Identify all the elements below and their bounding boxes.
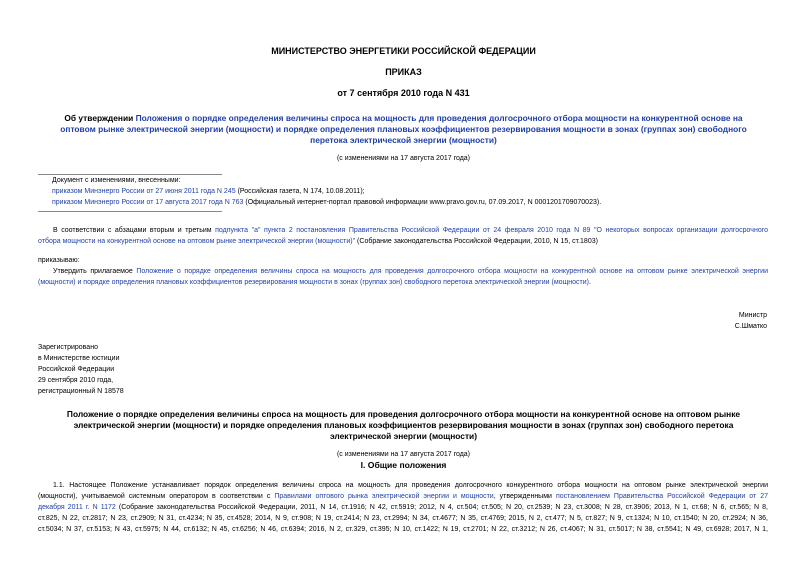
order-link-2[interactable]: (мощности) и порядке определения плановых коэффициентов резервирования мощности в зонах (группах зон) свободного перетока электрической энергии (мощности) xyxy=(38,279,589,286)
registration-line-2: в Министерстве юстиции xyxy=(38,355,120,362)
paragraph-1-1-line-4: ст.825, N 22, ст.2817; N 23, ст.2909; N 31, ст.4234; N 35, ст.4528; 2014, N 9, ст.908; N 19, ст.2414; N 23, ст.2994; N 34, ст.4677; N 35, ст.4769; 2015, N 2, ст.477; N 5, ст.827; N 9, ст.1324; N 10, ст.1540; N 20, ст.2924; N 36, xyxy=(38,515,768,522)
regulation-revision-note: (с изменениями на 17 августа 2017 года) xyxy=(336,451,471,458)
preamble-link-2[interactable]: отбора мощности на конкурентной основе на оптовом рынке электрической энергии (мощности)" xyxy=(38,238,356,245)
regulation-title-line-3: электрической энергии (мощности) xyxy=(330,431,477,441)
government-decree-link-cont[interactable]: декабря 2011 г. N 1172 xyxy=(38,504,116,511)
order-paragraph xyxy=(38,266,768,288)
paragraph-1-1-line-5: ст.5034; N 37, ст.5153; N 43, ст.5975; N 44, ст.6132; N 45, ст.6256; N 46, ст.6394; 2016, N 2, ст.329, ст.395; N 10, ст.1422; N 19, ст.2701; N 22, ст.3212; N 26, ст.4067; N 31, ст.5017; N 38, ст.5541; N 49, ст.6928; 2017, N 1, xyxy=(38,526,768,533)
government-decree-link[interactable]: постановлением Правительства Российской Федерации от 27 xyxy=(555,493,768,500)
subject-link-line3[interactable]: перетока электрической энергии (мощности) xyxy=(310,135,497,145)
signature-name: С.Шматко xyxy=(734,323,767,330)
signature-title: Министр xyxy=(738,312,767,319)
market-rules-link[interactable]: Правилами оптового рынка электрической энергии и мощности xyxy=(274,493,494,500)
amendment-item-1 xyxy=(52,187,365,196)
order-line-2: (мощности) и порядке определения плановых коэффициентов резервирования мощности в зонах (группах зон) свободного перетока электрической энергии (мощности). xyxy=(38,279,591,286)
divider-top xyxy=(38,174,222,175)
preamble-paragraph xyxy=(38,225,768,247)
paragraph-1-1-line-2: (мощности), учитываемой системным оператором в соответствии с Правилами оптового рынка электрической энергии и мощности, утвержденными постановлением Правительства Российской Федерации от 27 xyxy=(38,493,768,500)
regulation-title xyxy=(0,409,807,442)
subject-prefix: Об утверждении xyxy=(64,113,136,123)
registration-line-1: Зарегистрировано xyxy=(38,344,98,351)
amendment-source-2: (Официальный интернет-портал правовой информации www.pravo.gov.ru, 07.09.2017, N 0001201709070023). xyxy=(243,199,602,206)
document-subject xyxy=(0,113,807,146)
registration-line-3: Российской Федерации xyxy=(38,366,115,373)
subject-link-line1[interactable]: Положения о порядке определения величины спроса на мощность для проведения долгосрочного отбора мощности на конкурентной основе на xyxy=(135,113,743,123)
regulation-title-line-2: электрической энергии (мощности) и порядке определения плановых коэффициентов резервирования мощности в зонах (группах зон) свободного перетока xyxy=(73,420,734,430)
subject-link-line2[interactable]: оптовом рынке электрической энергии (мощности) и порядке определения плановых коэффициентов резервирования мощности в зонах (группах зон) свободного xyxy=(60,124,747,134)
order-line-1: Утвердить прилагаемое Положение о порядке определения величины спроса на мощность для проведения долгосрочного отбора мощности на конкурентной основе на оптовом рынке электрической энергии xyxy=(53,268,768,275)
order-link-1[interactable]: Положение о порядке определения величины спроса на мощность для проведения долгосрочного отбора мощности на конкурентной основе на оптовом рынке электрической энергии xyxy=(136,268,768,275)
registration-line-4: 29 сентября 2010 года, xyxy=(38,377,114,384)
amendments-intro: Документ с изменениями, внесенными: xyxy=(52,177,181,184)
paragraph-1-1 xyxy=(38,480,768,535)
document-type: ПРИКАЗ xyxy=(385,67,422,77)
paragraph-1-1-line-1: 1.1. Настоящее Положение устанавливает порядок определения величины спроса на мощность для проведения долгосрочного конкурентного отбора мощности на оптовом рынке электрической энергии xyxy=(53,482,768,489)
divider-bottom xyxy=(38,211,222,212)
amendment-link-1[interactable]: приказом Минэнерго России от 27 июня 2011 года N 245 xyxy=(52,188,236,195)
section-title: I. Общие положения xyxy=(360,460,447,470)
ministry-name: МИНИСТЕРСТВО ЭНЕРГЕТИКИ РОССИЙСКОЙ ФЕДЕРАЦИИ xyxy=(271,46,536,56)
revision-note: (с изменениями на 17 августа 2017 года) xyxy=(336,155,471,162)
amendment-link-2[interactable]: приказом Минэнерго России от 17 августа 2017 года N 763 xyxy=(52,199,244,206)
paragraph-1-1-line-3: декабря 2011 г. N 1172 (Собрание законодательства Российской Федерации, 2011, N 14, ст.1916; N 42, ст.5919; 2012, N 4, ст.504; ст.505; N 20, ст.2539; N 23, ст.3008; N 28, ст.3906; 2013, N 1, ст.68; N 6, ст.565; N 8, xyxy=(38,504,768,511)
registration-line-5: регистрационный N 18578 xyxy=(38,388,124,395)
document-date: от 7 сентября 2010 года N 431 xyxy=(337,88,470,98)
preamble-link-1[interactable]: подпункта "а" пункта 2 постановления Правительства Российской Федерации от 24 февраля 2010 года N 89 "О некоторых вопросах организации долгосрочного xyxy=(215,227,768,234)
amendment-item-2 xyxy=(52,198,601,207)
preamble-line-1: В соответствии с абзацами вторым и третьим подпункта "а" пункта 2 постановления Правительства Российской Федерации от 24 февраля 2010 года N 89 "О некоторых вопросах организации долгосрочного xyxy=(53,227,768,234)
amendment-source-1: (Российская газета, N 174, 10.08.2011); xyxy=(235,188,365,195)
preamble-line-2: отбора мощности на конкурентной основе на оптовом рынке электрической энергии (мощности)" (Собрание законодательства Российской Федерации, 2010, N 15, ст.1803) xyxy=(38,238,598,245)
registration-block xyxy=(38,342,124,397)
order-word: приказываю: xyxy=(38,257,80,264)
regulation-title-line-1: Положение о порядке определения величины спроса на мощность для проведения долгосрочного отбора мощности на конкурентной основе на оптовом рынке xyxy=(66,409,741,419)
